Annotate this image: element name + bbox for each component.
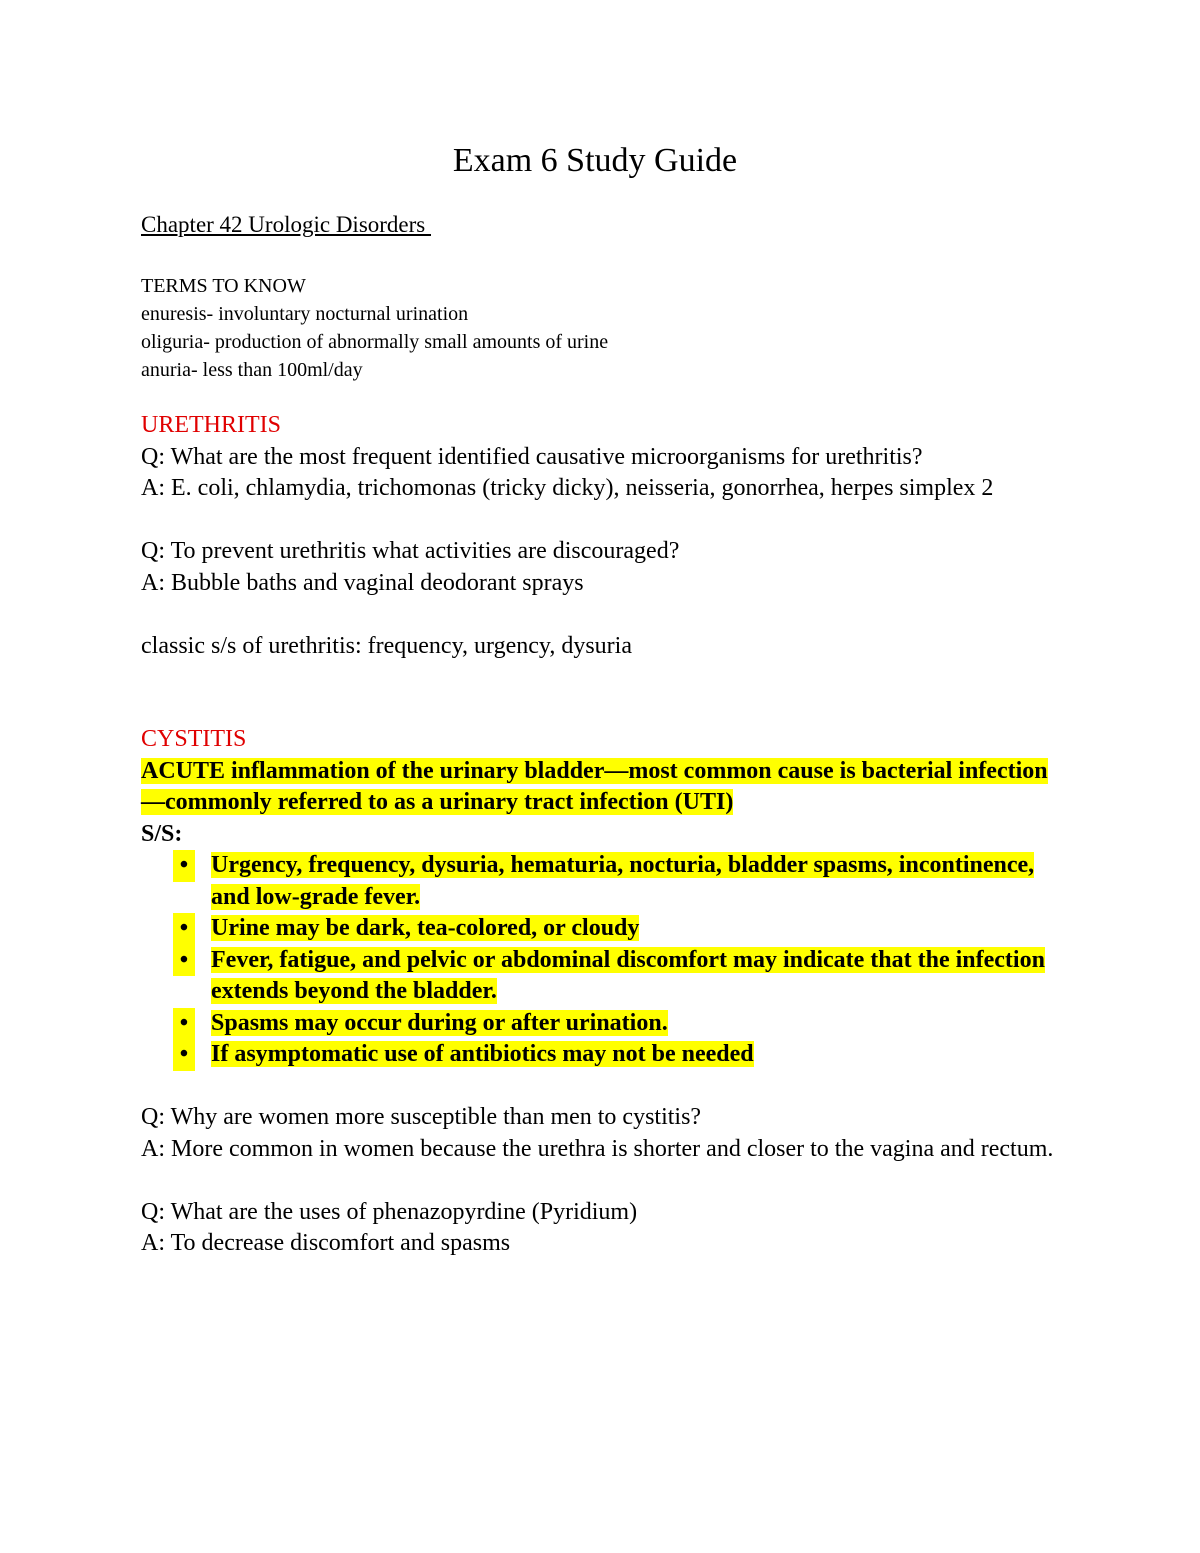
question-text: Q: What are the most frequent identified causative microorganisms for urethritis? xyxy=(141,443,923,470)
cystitis-definition xyxy=(141,756,1071,819)
list-item xyxy=(141,1008,1071,1040)
list-item xyxy=(141,945,1071,1008)
chapter-heading: Chapter 42 Urologic Disorders xyxy=(141,212,431,237)
answer-text: A: To decrease discomfort and spasms xyxy=(141,1230,511,1256)
bullet-icon: • xyxy=(173,1008,195,1040)
answer-text: A: More common in women because the urethra is shorter and closer to the vagina and rectum. xyxy=(141,1135,1054,1162)
urethritis-heading: URETHRITIS xyxy=(141,412,281,438)
term-item: enuresis- involuntary nocturnal urination xyxy=(141,303,469,325)
document-title: Exam 6 Study Guide xyxy=(452,142,738,179)
bullet-icon: • xyxy=(173,850,195,882)
highlighted-text: Urine may be dark, tea-colored, or cloudy xyxy=(211,915,640,941)
question-text: Q: Why are women more susceptible than men to cystitis? xyxy=(141,1104,702,1130)
ss-list xyxy=(141,850,1071,1071)
terms-heading: TERMS TO KNOW xyxy=(141,275,306,297)
terms-section xyxy=(141,272,608,384)
list-item xyxy=(141,850,1071,913)
bullet-icon: • xyxy=(173,945,195,977)
highlighted-text: Urgency, frequency, dysuria, hematuria, nocturia, bladder spasms, incontinence, and low-grade fever. xyxy=(211,852,1035,910)
highlighted-text: If asymptomatic use of antibiotics may not be needed xyxy=(211,1041,754,1067)
answer-text: A: Bubble baths and vaginal deodorant sprays xyxy=(141,569,584,596)
bullet-icon: • xyxy=(173,913,195,945)
urethritis-section xyxy=(141,410,1071,662)
answer-text: A: E. coli, chlamydia, trichomonas (tricky dicky), neisseria, gonorrhea, herpes simplex 2 xyxy=(141,475,994,501)
question-text: Q: What are the uses of phenazopyrdine (Pyridium) xyxy=(141,1198,638,1225)
cystitis-section xyxy=(141,724,1071,1260)
highlighted-text: Spasms may occur during or after urination. xyxy=(211,1009,668,1036)
list-item xyxy=(141,1039,1071,1071)
term-item: anuria- less than 100ml/day xyxy=(141,359,363,381)
highlighted-text: Fever, fatigue, and pelvic or abdominal discomfort may indicate that the infection extends beyond the bladder. xyxy=(211,946,1045,1004)
ss-label: S/S: xyxy=(141,820,183,847)
question-text: Q: To prevent urethritis what activities are discouraged? xyxy=(141,538,680,564)
bullet-icon: • xyxy=(173,1039,195,1071)
cystitis-heading: CYSTITIS xyxy=(141,726,247,752)
classic-signs-text: classic s/s of urethritis: frequency, urgency, dysuria xyxy=(141,632,632,659)
term-item: oliguria- production of abnormally small amounts of urine xyxy=(141,331,609,353)
list-item xyxy=(141,913,1071,945)
highlighted-text: ACUTE inflammation of the urinary bladder—most common cause is bacterial infection—commonly referred to as a urinary tract infection (UTI) xyxy=(141,757,1048,815)
